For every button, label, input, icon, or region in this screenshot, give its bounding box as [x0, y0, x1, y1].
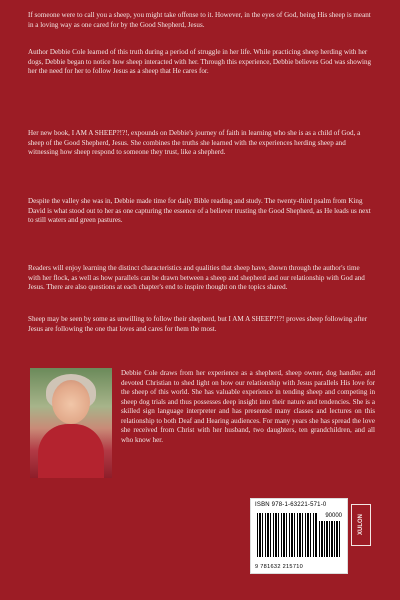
blurb-paragraph-4: Despite the valley she was in, Debbie made time for daily Bible reading and study. The twenty-third psalm from King David is what stood out to her as one capturing the essence of a believer trusting the Good Shepherd, as He leads us next to still waters and green pastures.	[28, 197, 371, 225]
author-bio: Debbie Cole draws from her experience as a shepherd, sheep owner, dog handler, and devoted Christian to shed light on how our relationship with Jesus parallels His love for the sheep of this world. She has valuable experience in tending sheep and competing in sheep dog trials and thus possesses deep insight into their nature and tendencies. She is a skilled sign language interpreter and has presented many classes and lectures on this relationship to both Deaf and Hearing audiences. For many years she has spread the love she received from Christ with her husband, two daughters, ten grandchildren, and all who know her.	[121, 369, 375, 444]
blurb-paragraph-3: Her new book, I AM A SHEEP?!?!, expounds on Debbie's journey of faith in learning who she is as a child of God, a sheep of the Good Shepherd, Jesus. She combines the truths she learned with the experiences herding sheep and witnessing how sheep respond to someone they trust, like a shepherd.	[28, 129, 361, 157]
author-photo-face	[52, 380, 90, 424]
author-photo	[30, 368, 112, 478]
blurb-paragraph-6: Sheep may be seen by some as unwilling to follow their shepherd, but I AM A SHEEP?!?! proves sheep following after Jesus are following the one that loves and cares for them the most.	[28, 315, 368, 333]
price-code: 90000	[325, 513, 342, 519]
barcode-bars	[257, 513, 317, 557]
blurb-paragraph-2: Author Debbie Cole learned of this truth during a period of struggle in her life. While practicing sheep herding with her dogs, Debbie began to notice how sheep interacted with her. Through this experience, Debbie believes God was showing her the need for her to follow Jesus as a sheep that He cares for.	[28, 48, 372, 76]
publisher-logo: XULON	[351, 504, 371, 546]
blurb-paragraph-1: If someone were to call you a sheep, you might take offense to it. However, in the eyes of God, being His sheep is meant in a loving way as one cared for by the Good Shepherd, Jesus.	[28, 11, 371, 29]
blurb-paragraph-5: Readers will enjoy learning the distinct characteristics and qualities that sheep have, shown through the author's time with her flock, as well as how parallels can be drawn between a sheep and shepherd and our relationship with God and Jesus. There are also questions at each chapter's end to inspire thought on the topics shared.	[28, 264, 365, 292]
barcode-number: 9 781632 215710	[255, 564, 304, 570]
author-photo-body	[38, 424, 104, 478]
isbn-text: ISBN 978-1-63221-571-0	[255, 502, 327, 508]
isbn-barcode	[250, 498, 348, 574]
price-barcode-bars	[319, 521, 341, 557]
